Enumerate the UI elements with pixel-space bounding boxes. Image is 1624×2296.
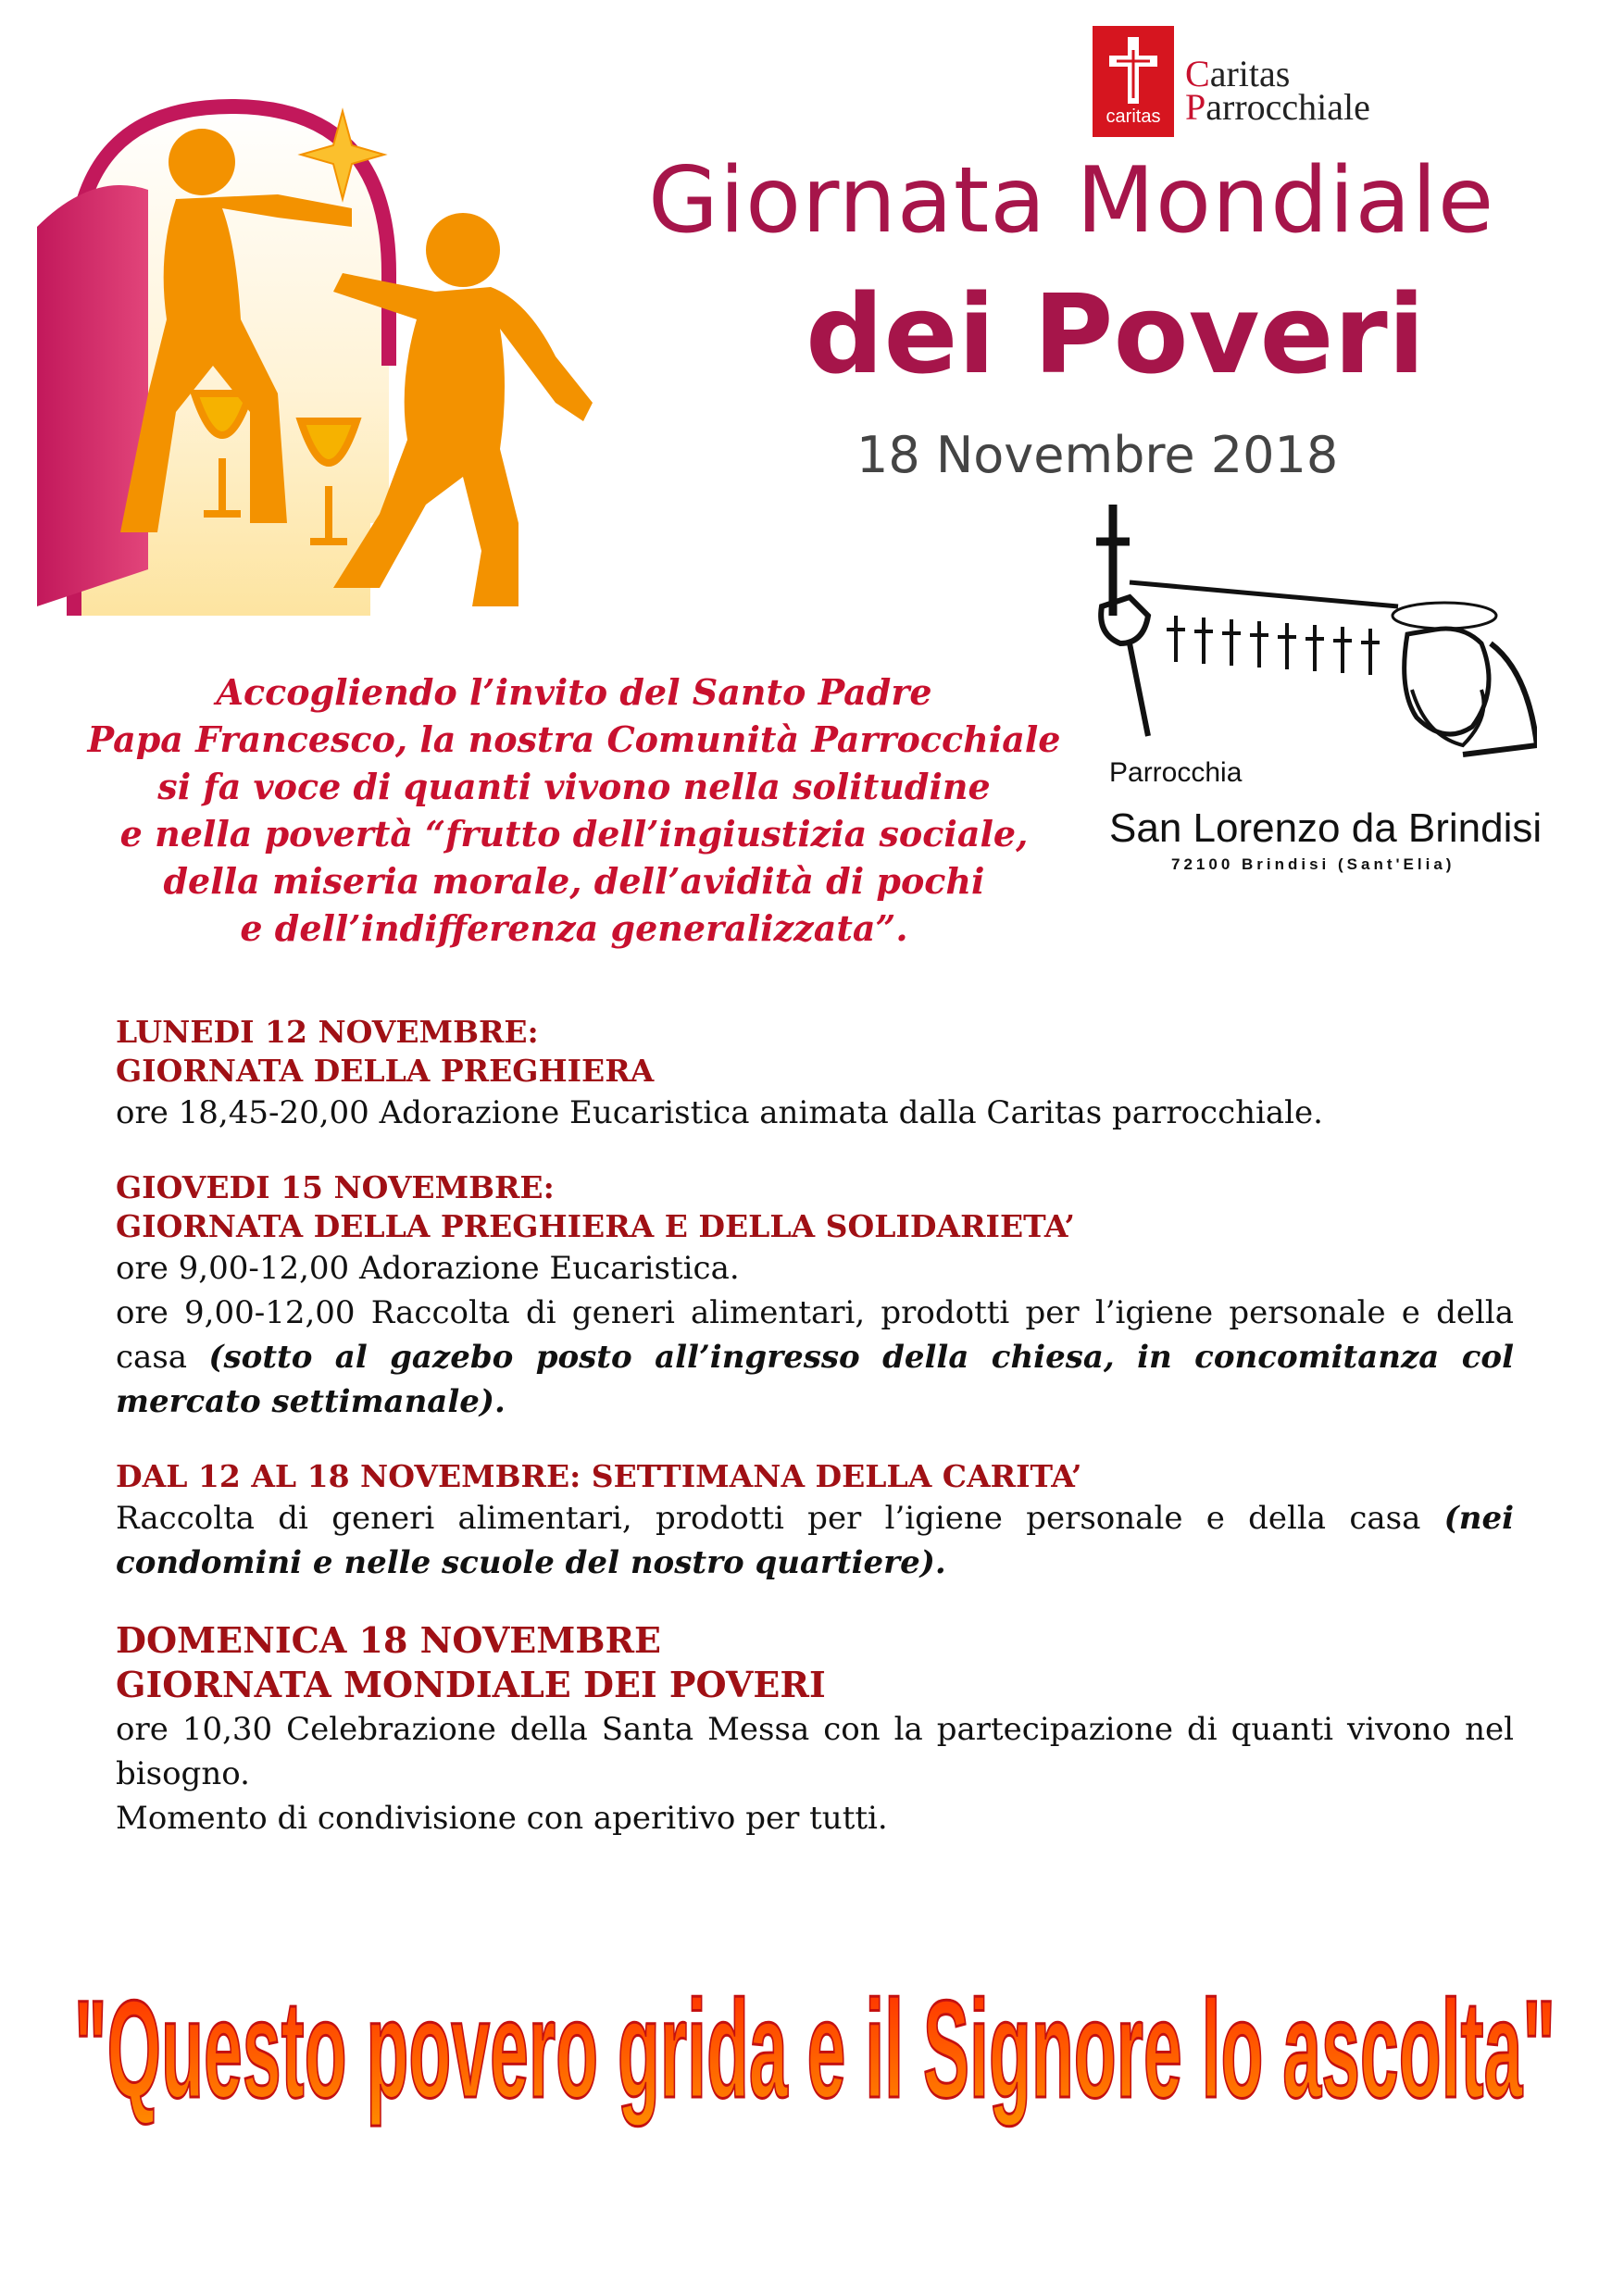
intro-line: si fa voce di quanti vivono nella solitudine: [157, 766, 991, 807]
event-detail: [116, 1496, 1514, 1585]
event-detail: ore 18,45-20,00 Adorazione Eucaristica animata dalla Caritas parrocchiale.: [116, 1094, 1323, 1131]
event-theme: GIORNATA DELLA PREGHIERA: [116, 1053, 655, 1089]
event-detail: Momento di condivisione con aperitivo per tutti.: [116, 1800, 888, 1837]
event-sunday: [116, 1618, 1514, 1841]
intro-paragraph: [60, 668, 1088, 952]
parish-label: Parrocchia: [1109, 757, 1243, 788]
intro-line: Accogliendo l’invito del Santo Padre: [216, 671, 932, 713]
page-title-line2: dei Poveri: [806, 270, 1426, 398]
event-day: DAL 12 AL 18 NOVEMBRE: SETTIMANA DELLA CARITA’: [116, 1458, 1082, 1494]
caritas-box-label: caritas: [1106, 106, 1161, 127]
event-detail: ore 9,00-12,00 Adorazione Eucaristica.: [116, 1250, 740, 1287]
event-detail: ore 10,30 Celebrazione della Santa Messa con la partecipazione di quanti vivono nel bisogno.: [116, 1711, 1514, 1792]
caritas-name-line2: Parrocchiale: [1185, 86, 1370, 128]
intro-line: Papa Francesco, la nostra Comunità Parrocchiale: [87, 718, 1061, 760]
intro-line: e nella povertà “frutto dell’ingiustizia sociale,: [119, 813, 1029, 855]
caritas-cross-icon: [1109, 37, 1157, 104]
event-detail: [116, 1291, 1514, 1424]
caritas-name-line1: Caritas: [1185, 53, 1291, 94]
event-detail-note: (nei condomini e nelle scuole del nostro quartiere).: [116, 1500, 1515, 1581]
slogan-banner: [37, 1963, 1593, 2148]
event-date: 18 Novembre 2018: [856, 426, 1339, 484]
event-detail-text: Raccolta di generi alimentari, prodotti per l’igiene personale e della casa: [116, 1500, 1421, 1537]
intro-line: e dell’indifferenza generalizzata”.: [240, 907, 908, 949]
event-thursday: [116, 1168, 1514, 1424]
event-theme: GIORNATA DELLA PREGHIERA E DELLA SOLIDARIETA’: [116, 1208, 1076, 1244]
event-monday: [116, 1013, 1514, 1135]
parish-logo: [1093, 505, 1537, 764]
parish-name: San Lorenzo da Brindisi: [1109, 805, 1543, 851]
event-logo: [37, 88, 630, 625]
caritas-logo: [1093, 26, 1407, 146]
event-theme: GIORNATA MONDIALE DEI POVERI: [116, 1664, 826, 1705]
event-day: GIOVEDI 15 NOVEMBRE:: [116, 1169, 555, 1205]
intro-line: della miseria morale, dell’avidità di pochi: [163, 860, 985, 902]
event-detail-text: ore 9,00-12,00 Raccolta di generi alimentari, prodotti per l’igiene personale e della casa: [116, 1294, 1514, 1376]
event-day: LUNEDI 12 NOVEMBRE:: [116, 1014, 539, 1050]
event-day: DOMENICA 18 NOVEMBRE: [116, 1619, 661, 1661]
event-program: [116, 1013, 1514, 1874]
event-detail-note: (sotto al gazebo posto all’ingresso della chiesa, in concomitanza col mercato settimanale).: [116, 1339, 1514, 1420]
caritas-emblem: [1093, 26, 1174, 137]
slogan-text: "Questo povero grida e il Signore lo ascolta": [74, 1971, 1555, 2127]
event-week: [116, 1457, 1514, 1585]
parish-address: 72100 Brindisi (Sant'Elia): [1171, 855, 1455, 873]
page-title-line1: Giornata Mondiale: [648, 148, 1495, 254]
